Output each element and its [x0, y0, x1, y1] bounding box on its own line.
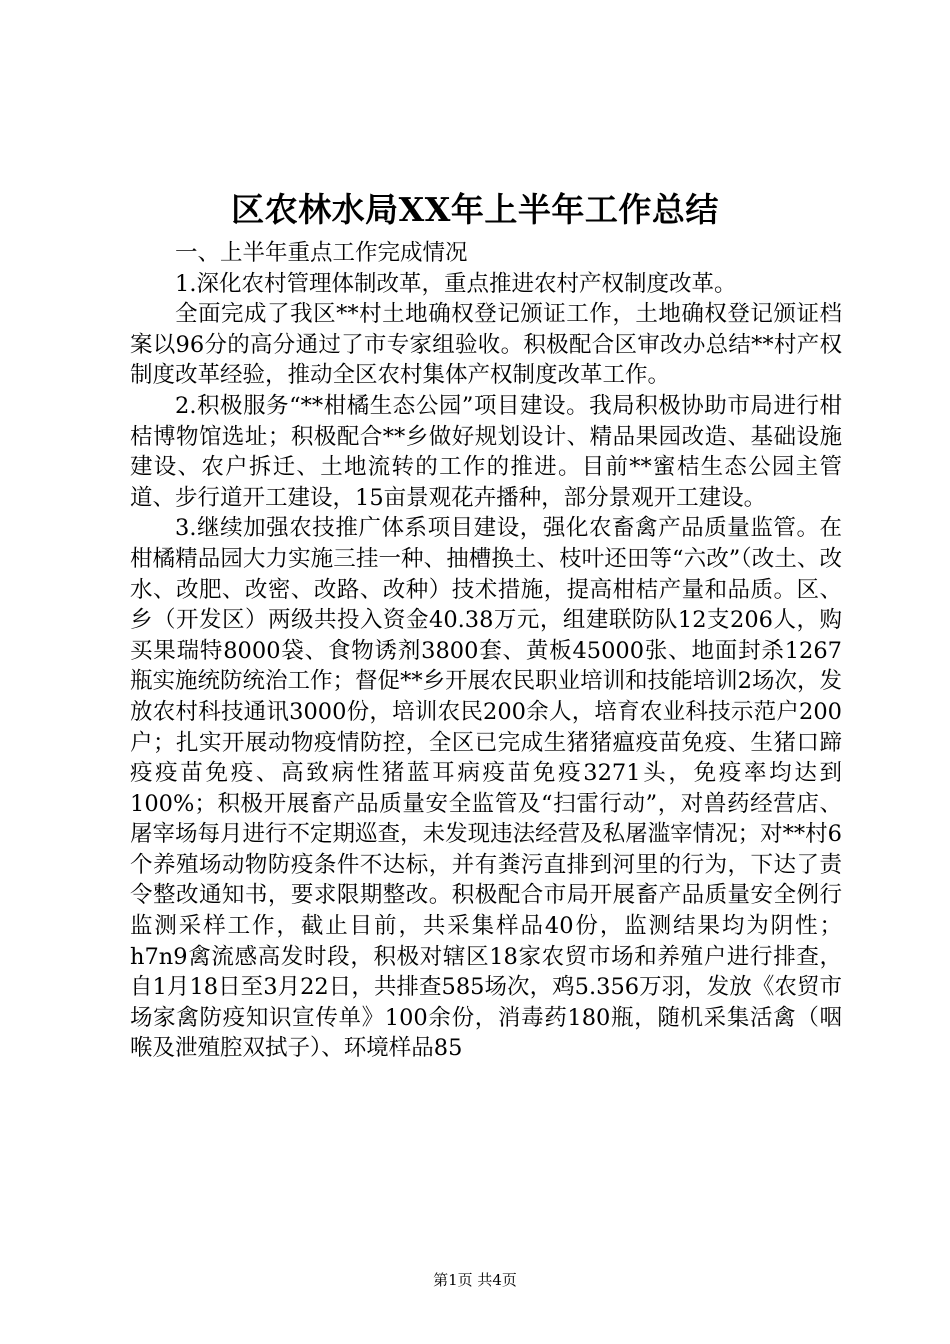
- item-heading-1: 1.深化农村管理体制改革，重点推进农村产权制度改革。: [175, 270, 737, 297]
- section-heading: 一、上半年重点工作完成情况: [175, 240, 468, 266]
- paragraph-3: 3.继续加强农技推广体系项目建设，强化农畜禽产品质量监管。在柑橘精品园大力实施三挂一种、抽槽换土、枝叶还田等“六改”（改土、改水、改肥、改密、改路、改种）技术措施，提高柑桔产量和品质。区、乡（开发区）两级共投入资金40.38万元，组建联防队12支206人，购买果瑞特8000袋、食物诱剂3800套、黄板45000张、地面封杀1267瓶实施统防统治工作；督促**乡开展农民职业培训和技能培训2场次，发放农村科技通讯3000份，培训农民200余人，培育农业科技示范户200户；扎实开展动物疫情防控，全区已完成生猪猪瘟疫苗免疫、生猪口蹄疫疫苗免疫、高致病性猪蓝耳病疫苗免疫3271头，免疫率均达到100%；积极开展畜产品质量安全监管及“扫雷行动”，对兽药经营店、屠宰场每月进行不定期巡查，未发现违法经营及私屠滥宰情况；对**村6个养殖场动物防疫条件不达标，并有粪污直排到河里的行为，下达了责令整改通知书，要求限期整改。积极配合市局开展畜产品质量安全例行监测采样工作，截止目前，共采集样品40份，监测结果均为阴性；h7n9禽流感高发时段，积极对辖区18家农贸市场和养殖户进行排查，自1月18日至3月22日，共排查585场次，鸡5.356万羽，发放《农贸市场家禽防疫知识宣传单》100余份，消毒药180瓶，随机采集活禽（咽喉及泄殖腔双拭子）、环境样品85: [130, 515, 842, 1062]
- paragraph-1: 全面完成了我区**村土地确权登记颁证工作，土地确权登记颁证档案以96分的高分通过了市专家组验收。积极配合区审改办总结**村产权制度改革经验，推动全区农村集体产权制度改革工作。: [130, 301, 842, 389]
- document-body: [130, 238, 842, 1064]
- paragraph-2: 2.积极服务“**柑橘生态公园”项目建设。我局积极协助市局进行柑桔博物馆选址；积极配合**乡做好规划设计、精品果园改造、基础设施建设、农户拆迁、土地流转的工作的推进。目前**蜜桔生态公园主管道、步行道开工建设，15亩景观花卉播种，部分景观开工建设。: [130, 392, 842, 511]
- document-title: 区农林水局XX年上半年工作总结: [231, 190, 719, 229]
- page-number: 第1页 共4页: [433, 1271, 517, 1289]
